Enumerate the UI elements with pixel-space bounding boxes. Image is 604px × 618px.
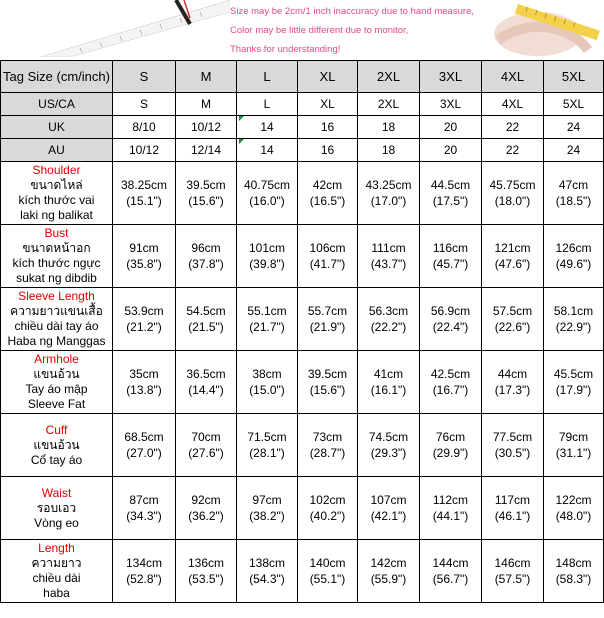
measurement-translation: Sleeve Fat — [27, 397, 86, 411]
measurement-row — [1, 225, 604, 288]
region-value: XL — [298, 93, 358, 116]
measurement-label — [1, 540, 113, 603]
size-header-7: 5XL — [544, 61, 604, 93]
value-cm: 38.25cm — [120, 178, 168, 192]
value-cm: 45.5cm — [553, 367, 594, 381]
tag-size-header: Tag Size (cm/inch) — [1, 61, 113, 93]
value-cm: 87cm — [129, 493, 159, 507]
value-cm: 76cm — [435, 430, 466, 444]
region-value: 14 — [237, 139, 298, 162]
value-inch: (22.6") — [494, 320, 531, 334]
measurement-title: Shoulder — [32, 163, 81, 177]
measurement-label — [1, 225, 113, 288]
value-cm: 58.1cm — [553, 304, 594, 318]
measurement-label — [1, 351, 113, 414]
measurement-translation: Vòng eo — [34, 515, 79, 530]
value-inch: (21.2") — [126, 320, 162, 334]
measurement-translation: ขนาดหน้าอก — [22, 241, 91, 255]
value-inch: (16.7") — [432, 383, 469, 397]
value-inch: (53.5") — [188, 572, 224, 586]
measurement-label — [1, 288, 113, 351]
measurement-value — [298, 414, 358, 477]
size-header-0: S — [113, 61, 176, 93]
value-cm: 142cm — [370, 556, 407, 570]
measurement-value — [420, 225, 482, 288]
value-cm: 35cm — [129, 367, 159, 381]
note-thanks: Thanks for understanding! — [230, 44, 341, 55]
value-inch: (21.7") — [249, 320, 285, 334]
region-value: 22 — [482, 116, 544, 139]
region-row — [1, 93, 604, 116]
region-value: 10/12 — [113, 139, 176, 162]
measurement-value — [482, 414, 544, 477]
value-cm: 134cm — [125, 556, 163, 570]
measurement-title: Armhole — [34, 352, 79, 366]
value-inch: (30.5") — [494, 446, 531, 460]
measurement-value — [544, 540, 604, 603]
value-inch: (14.4") — [188, 383, 224, 397]
value-cm: 70cm — [191, 430, 221, 444]
value-cm: 107cm — [370, 493, 407, 507]
region-label: UK — [1, 116, 113, 139]
value-inch: (49.6") — [555, 257, 592, 271]
measurement-value — [482, 351, 544, 414]
value-cm: 101cm — [248, 241, 286, 255]
value-inch: (28.7") — [309, 446, 346, 460]
value-inch: (27.0") — [126, 446, 162, 460]
measurement-row — [1, 414, 604, 477]
measurement-value — [482, 477, 544, 540]
value-cm: 71.5cm — [247, 430, 287, 444]
region-value: 24 — [544, 116, 604, 139]
measurement-title: Sleeve Length — [18, 289, 95, 303]
measurement-row — [1, 477, 604, 540]
region-value: 16 — [298, 139, 358, 162]
value-inch: (31.1") — [555, 446, 592, 460]
region-value: 14 — [237, 116, 298, 139]
header-row — [1, 61, 604, 93]
measurement-value — [544, 414, 604, 477]
value-cm: 97cm — [252, 493, 282, 507]
value-cm: 56.9cm — [430, 304, 471, 318]
value-inch: (29.9") — [432, 446, 469, 460]
measurement-translation: Tay áo mập — [25, 382, 88, 396]
measurement-value — [113, 477, 176, 540]
value-inch: (15.6") — [188, 194, 224, 208]
measurement-row — [1, 540, 604, 603]
value-cm: 41cm — [373, 367, 404, 381]
value-inch: (39.8") — [249, 257, 285, 271]
value-inch: (55.1") — [309, 572, 346, 586]
value-cm: 42cm — [312, 178, 343, 192]
measurement-translation: ความยาวแขนเสื้อ — [10, 304, 103, 318]
size-header-2: L — [237, 61, 298, 93]
value-cm: 112cm — [432, 493, 469, 507]
region-value: 18 — [358, 116, 420, 139]
measurement-value — [237, 477, 298, 540]
measurement-translation: Cổ tay áo — [30, 452, 83, 467]
disclaimer-notes — [230, 2, 480, 57]
measurement-translation: ความยาว — [31, 556, 82, 570]
value-cm: 43.25cm — [365, 178, 412, 192]
value-inch: (45.7") — [432, 257, 469, 271]
measurement-value — [237, 351, 298, 414]
measurement-translation: รอบเอว — [36, 500, 77, 515]
measurement-value — [544, 162, 604, 225]
value-cm: 79cm — [558, 430, 589, 444]
value-cm: 54.5cm — [186, 304, 226, 318]
value-inch: (16.0") — [249, 194, 285, 208]
measurement-value — [237, 540, 298, 603]
measurement-value — [176, 477, 237, 540]
value-inch: (15.0") — [249, 383, 285, 397]
note-color: Color may be little different due to monitor, — [230, 25, 409, 36]
region-value: 18 — [358, 139, 420, 162]
region-value: 16 — [298, 116, 358, 139]
value-cm: 40.75cm — [243, 178, 291, 192]
value-inch: (38.2") — [249, 509, 285, 523]
measurement-value — [420, 414, 482, 477]
value-inch: (57.5") — [494, 572, 531, 586]
region-value: 5XL — [544, 93, 604, 116]
size-header-1: M — [176, 61, 237, 93]
value-cm: 126cm — [555, 241, 592, 255]
measurement-translation: sukat ng dibdib — [16, 271, 97, 285]
value-cm: 57.5cm — [492, 304, 533, 318]
measurement-value — [420, 477, 482, 540]
value-inch: (54.3") — [249, 572, 285, 586]
measurement-title: Length — [38, 541, 75, 555]
value-cm: 136cm — [187, 556, 225, 570]
value-cm: 148cm — [555, 556, 592, 570]
value-cm: 144cm — [432, 556, 469, 570]
value-cm: 138cm — [248, 556, 286, 570]
measurement-value — [298, 288, 358, 351]
region-label: AU — [1, 139, 113, 162]
value-cm: 38cm — [252, 367, 282, 381]
table-body — [1, 61, 604, 603]
value-cm: 106cm — [309, 241, 346, 255]
value-inch: (44.1") — [432, 509, 469, 523]
measurement-translation: chiều dài — [32, 571, 81, 585]
value-inch: (52.8") — [126, 572, 162, 586]
value-inch: (37.8") — [188, 257, 224, 271]
measurement-value — [420, 351, 482, 414]
measurement-value — [113, 414, 176, 477]
value-inch: (36.2") — [188, 509, 224, 523]
measurement-value — [358, 351, 420, 414]
value-inch: (13.8") — [126, 383, 162, 397]
region-value: 22 — [482, 139, 544, 162]
value-inch: (43.7") — [370, 257, 407, 271]
value-inch: (34.3") — [126, 509, 162, 523]
measurement-value — [176, 225, 237, 288]
measurement-value — [237, 225, 298, 288]
region-value: 10/12 — [176, 116, 237, 139]
value-inch: (35.8") — [126, 257, 162, 271]
region-row — [1, 116, 604, 139]
value-cm: 140cm — [309, 556, 346, 570]
note-measure: Size may be 2cm/1 inch inaccuracy due to hand measure, — [230, 6, 474, 17]
measurement-value — [113, 225, 176, 288]
value-cm: 42.5cm — [430, 367, 471, 381]
cell-marker-icon — [239, 139, 244, 144]
value-inch: (18.5") — [555, 194, 592, 208]
measurement-value — [176, 351, 237, 414]
value-inch: (47.6") — [494, 257, 531, 271]
region-value: 20 — [420, 139, 482, 162]
value-inch: (41.7") — [309, 257, 346, 271]
measurement-translation: แขนอ้วน — [33, 437, 80, 452]
measurement-value — [420, 162, 482, 225]
region-value: 12/14 — [176, 139, 237, 162]
value-inch: (27.6") — [188, 446, 224, 460]
value-inch: (21.9") — [309, 320, 346, 334]
value-cm: 121cm — [494, 241, 531, 255]
measurement-translation: แขนอ้วน — [33, 367, 80, 381]
value-cm: 77.5cm — [492, 430, 533, 444]
value-inch: (29.3") — [370, 446, 407, 460]
value-inch: (16.1") — [370, 383, 407, 397]
cell-marker-icon — [239, 116, 244, 121]
value-cm: 74.5cm — [368, 430, 409, 444]
measurement-value — [298, 225, 358, 288]
value-cm: 92cm — [191, 493, 221, 507]
measurement-value — [237, 414, 298, 477]
measurement-value — [358, 477, 420, 540]
measurement-translation: kích thước ngực — [12, 256, 101, 270]
measurement-value — [237, 288, 298, 351]
measurement-row — [1, 162, 604, 225]
size-header-3: XL — [298, 61, 358, 93]
value-inch: (17.0") — [370, 194, 407, 208]
value-inch: (17.5") — [432, 194, 469, 208]
measurement-title: Waist — [41, 485, 72, 500]
measurement-value — [298, 540, 358, 603]
measurement-value — [113, 540, 176, 603]
value-cm: 117cm — [494, 493, 531, 507]
region-value: M — [176, 93, 237, 116]
value-cm: 39.5cm — [307, 367, 348, 381]
measurement-value — [482, 540, 544, 603]
value-inch: (22.2") — [370, 320, 407, 334]
measurement-value — [176, 540, 237, 603]
value-cm: 56.3cm — [368, 304, 409, 318]
value-inch: (40.2") — [309, 509, 346, 523]
measurement-value — [544, 477, 604, 540]
measurement-value — [420, 540, 482, 603]
measurement-value — [358, 162, 420, 225]
value-cm: 73cm — [312, 430, 343, 444]
value-inch: (58.3") — [555, 572, 592, 586]
measurement-value — [358, 225, 420, 288]
banner — [0, 0, 604, 57]
measurement-row — [1, 351, 604, 414]
region-value: 8/10 — [113, 116, 176, 139]
value-inch: (18.0") — [494, 194, 531, 208]
measurement-value — [544, 288, 604, 351]
measurement-value — [482, 225, 544, 288]
measurement-value — [176, 414, 237, 477]
value-inch: (48.0") — [555, 509, 592, 523]
region-value: L — [237, 93, 298, 116]
measurement-value — [298, 162, 358, 225]
measurement-value — [544, 225, 604, 288]
measurement-value — [482, 288, 544, 351]
ruler-pen-illustration — [0, 0, 230, 57]
value-inch: (46.1") — [494, 509, 531, 523]
measurement-value — [298, 477, 358, 540]
measurement-value — [482, 162, 544, 225]
measurement-value — [237, 162, 298, 225]
region-value: 4XL — [482, 93, 544, 116]
measurement-value — [113, 351, 176, 414]
value-inch: (28.1") — [249, 446, 285, 460]
measurement-translation: kích thước vai — [18, 193, 95, 207]
size-header-4: 2XL — [358, 61, 420, 93]
measurement-translation: chiều dài tay áo — [14, 319, 99, 333]
size-chart-table — [0, 60, 604, 603]
value-cm: 116cm — [432, 241, 469, 255]
measurement-row — [1, 288, 604, 351]
measurement-title: Bust — [44, 226, 69, 240]
value-inch: (21.5") — [188, 320, 224, 334]
value-inch: (22.4") — [432, 320, 469, 334]
measurement-value — [176, 162, 237, 225]
value-cm: 55.1cm — [247, 304, 287, 318]
region-value: 20 — [420, 116, 482, 139]
value-inch: (17.3") — [494, 383, 531, 397]
value-cm: 122cm — [555, 493, 592, 507]
measurement-value — [358, 414, 420, 477]
value-cm: 44.5cm — [430, 178, 471, 192]
measurement-value — [544, 351, 604, 414]
value-cm: 53.9cm — [124, 304, 164, 318]
region-row — [1, 139, 604, 162]
value-inch: (55.9") — [370, 572, 407, 586]
value-cm: 102cm — [309, 493, 346, 507]
region-value: S — [113, 93, 176, 116]
measurement-label — [1, 477, 113, 540]
value-inch: (56.7") — [432, 572, 469, 586]
value-cm: 111cm — [371, 241, 406, 255]
value-cm: 68.5cm — [124, 430, 164, 444]
region-label: US/CA — [1, 93, 113, 116]
value-inch: (16.5") — [309, 194, 346, 208]
region-value: 2XL — [358, 93, 420, 116]
value-inch: (17.9") — [555, 383, 592, 397]
measurement-value — [113, 162, 176, 225]
region-value: 24 — [544, 139, 604, 162]
value-inch: (15.1") — [126, 194, 162, 208]
measurement-value — [358, 540, 420, 603]
value-cm: 91cm — [129, 241, 159, 255]
value-cm: 96cm — [191, 241, 221, 255]
measurement-value — [358, 288, 420, 351]
measurement-value — [420, 288, 482, 351]
measurement-label — [1, 162, 113, 225]
value-cm: 44cm — [497, 367, 528, 381]
value-inch: (15.6") — [309, 383, 346, 397]
size-header-5: 3XL — [420, 61, 482, 93]
value-inch: (42.1") — [370, 509, 407, 523]
measurement-translation: ขนาดไหล่ — [30, 178, 83, 192]
value-cm: 47cm — [558, 178, 589, 192]
value-inch: (22.9") — [555, 320, 592, 334]
size-header-6: 4XL — [482, 61, 544, 93]
hand-tape-measure-illustration — [478, 0, 604, 57]
region-value: 3XL — [420, 93, 482, 116]
value-cm: 39.5cm — [186, 178, 226, 192]
measurement-value — [298, 351, 358, 414]
value-cm: 55.7cm — [307, 304, 348, 318]
measurement-title: Cuff — [45, 422, 68, 437]
measurement-value — [176, 288, 237, 351]
measurement-translation: Haba ng Manggas — [7, 334, 106, 348]
measurement-translation: laki ng balikat — [20, 208, 93, 222]
measurement-label — [1, 414, 113, 477]
measurement-value — [113, 288, 176, 351]
value-cm: 146cm — [494, 556, 531, 570]
value-cm: 45.75cm — [489, 178, 536, 192]
measurement-translation: haba — [43, 586, 70, 600]
value-cm: 36.5cm — [186, 367, 226, 381]
